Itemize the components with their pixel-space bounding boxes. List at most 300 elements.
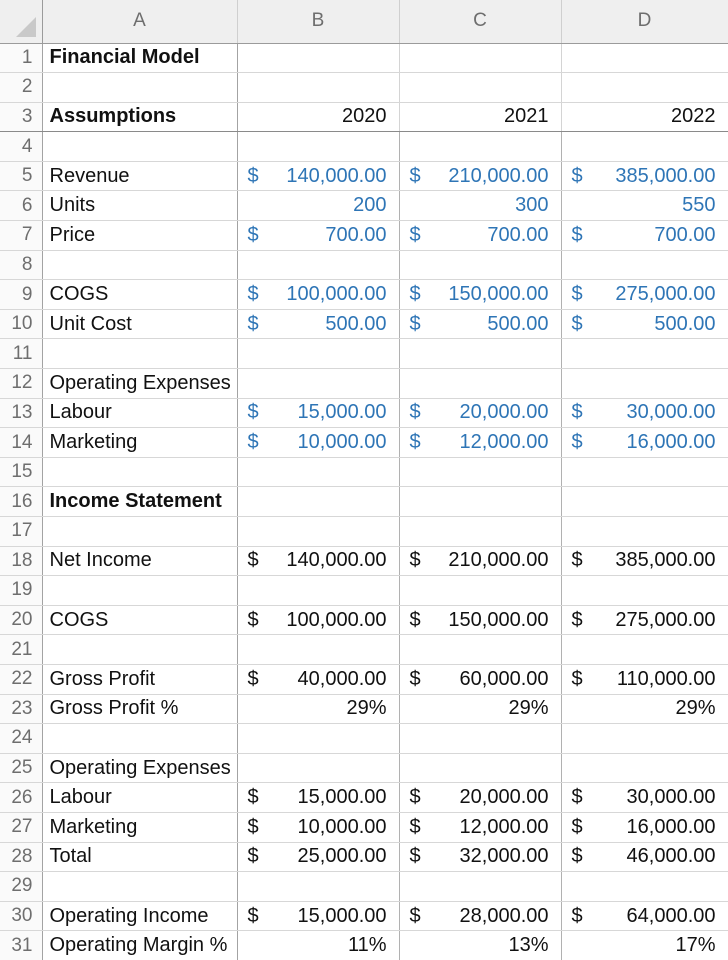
cell-C24[interactable]: [399, 724, 561, 754]
cell-value: 15,000.00: [297, 401, 387, 424]
currency-symbol: $: [247, 431, 259, 454]
sheet-row-23: [0, 694, 728, 724]
cell-value: 385,000.00: [615, 549, 716, 572]
currency-cell-content: [238, 845, 399, 868]
currency-symbol: $: [409, 401, 421, 424]
row-header-24[interactable]: 24: [0, 724, 42, 754]
currency-cell-content: [400, 401, 561, 424]
cell-C28[interactable]: [399, 842, 561, 872]
currency-symbol: $: [571, 431, 583, 454]
currency-cell-content: [400, 609, 561, 632]
cell-B27[interactable]: [237, 812, 399, 842]
cell-C7[interactable]: [399, 221, 561, 251]
currency-symbol: $: [571, 845, 583, 868]
cell-D23[interactable]: [561, 694, 728, 724]
currency-cell-content: [562, 816, 728, 839]
cell-C26[interactable]: [399, 783, 561, 813]
cell-B22[interactable]: [237, 664, 399, 694]
currency-cell-content: [238, 431, 399, 454]
cell-B9[interactable]: [237, 280, 399, 310]
currency-symbol: $: [409, 283, 421, 306]
cell-D22[interactable]: [561, 664, 728, 694]
cell-A8[interactable]: [42, 250, 237, 280]
cell-value: 64,000.00: [626, 904, 716, 927]
currency-symbol: $: [409, 431, 421, 454]
cell-B3[interactable]: [237, 102, 399, 132]
currency-symbol: $: [409, 786, 421, 809]
cell-A11[interactable]: [42, 339, 237, 369]
cell-B10[interactable]: [237, 309, 399, 339]
cell-B17[interactable]: [237, 517, 399, 547]
cell-A26[interactable]: Labour: [42, 783, 237, 813]
currency-symbol: $: [409, 815, 421, 838]
cell-D24[interactable]: [561, 724, 728, 754]
sheet-row-22: [0, 664, 728, 694]
cell-C11[interactable]: [399, 339, 561, 369]
cell-D31[interactable]: [561, 931, 728, 960]
cell-C23[interactable]: [399, 694, 561, 724]
cell-A16[interactable]: Income Statement: [42, 487, 237, 517]
currency-symbol: $: [571, 786, 583, 809]
cell-B1[interactable]: [237, 43, 399, 73]
cell-A22[interactable]: Gross Profit: [42, 664, 237, 694]
currency-symbol: $: [247, 401, 259, 424]
cell-D26[interactable]: [561, 783, 728, 813]
row-header-8[interactable]: 8: [0, 250, 42, 280]
cell-value: 700.00: [487, 223, 549, 246]
cell-C17[interactable]: [399, 517, 561, 547]
currency-cell-content: [562, 905, 728, 928]
sheet-row-25: [0, 753, 728, 783]
cell-C15[interactable]: [399, 457, 561, 487]
cell-B15[interactable]: [237, 457, 399, 487]
sheet-row-6: [0, 191, 728, 221]
cell-A9[interactable]: COGS: [42, 280, 237, 310]
sheet-row-19: [0, 576, 728, 606]
cell-A17[interactable]: [42, 517, 237, 547]
cell-D17[interactable]: [561, 517, 728, 547]
cell-D27[interactable]: [561, 812, 728, 842]
row-header-7[interactable]: 7: [0, 221, 42, 251]
sheet-row-1: [0, 43, 728, 73]
cell-value: 500.00: [487, 312, 549, 335]
row-header-18[interactable]: 18: [0, 546, 42, 576]
cell-D14[interactable]: [561, 428, 728, 458]
cell-value: 385,000.00: [615, 164, 716, 187]
row-header-21[interactable]: 21: [0, 635, 42, 665]
cell-C25[interactable]: [399, 753, 561, 783]
cell-C10[interactable]: [399, 309, 561, 339]
sheet-row-10: [0, 309, 728, 339]
cell-A15[interactable]: [42, 457, 237, 487]
cell-value: 10,000.00: [297, 815, 387, 838]
cell-C9[interactable]: [399, 280, 561, 310]
cell-B7[interactable]: [237, 221, 399, 251]
currency-cell-content: [400, 668, 561, 691]
row-header-17[interactable]: 17: [0, 517, 42, 547]
cell-value: 15,000.00: [297, 904, 387, 927]
currency-symbol: $: [571, 312, 583, 335]
sheet-row-21: [0, 635, 728, 665]
currency-cell-content: [562, 401, 728, 424]
cell-D7[interactable]: [561, 221, 728, 251]
row-header-16[interactable]: 16: [0, 487, 42, 517]
sheet-row-27: [0, 812, 728, 842]
cell-value: 140,000.00: [286, 549, 387, 572]
row-header-23[interactable]: 23: [0, 694, 42, 724]
row-header-3[interactable]: 3: [0, 102, 42, 132]
cell-value: 60,000.00: [459, 667, 549, 690]
cell-D5[interactable]: [561, 161, 728, 191]
cell-B23[interactable]: [237, 694, 399, 724]
cell-B5[interactable]: [237, 161, 399, 191]
cell-value: 2022: [671, 105, 716, 128]
cell-A29[interactable]: [42, 872, 237, 902]
cell-C6[interactable]: [399, 191, 561, 221]
cell-value: 25,000.00: [297, 845, 387, 868]
cell-B28[interactable]: [237, 842, 399, 872]
cell-D1[interactable]: [561, 43, 728, 73]
column-header-B[interactable]: B: [237, 0, 399, 43]
cell-C4[interactable]: [399, 132, 561, 162]
cell-A6[interactable]: Units: [42, 191, 237, 221]
cell-A3[interactable]: Assumptions: [42, 102, 237, 132]
cell-D6[interactable]: [561, 191, 728, 221]
cell-A30[interactable]: Operating Income: [42, 901, 237, 931]
cell-B20[interactable]: [237, 605, 399, 635]
cell-C16[interactable]: [399, 487, 561, 517]
cell-A2[interactable]: [42, 73, 237, 103]
cell-A28[interactable]: Total: [42, 842, 237, 872]
cell-B31[interactable]: [237, 931, 399, 960]
currency-symbol: $: [571, 283, 583, 306]
cell-C3[interactable]: [399, 102, 561, 132]
row-header-26[interactable]: 26: [0, 783, 42, 813]
select-all-corner[interactable]: [0, 0, 42, 43]
row-header-2[interactable]: 2: [0, 73, 42, 103]
cell-C31[interactable]: [399, 931, 561, 960]
row-header-27[interactable]: 27: [0, 812, 42, 842]
cell-value: 30,000.00: [626, 401, 716, 424]
cell-value: 17%: [675, 934, 716, 957]
cell-value: 210,000.00: [448, 549, 549, 572]
column-header-C[interactable]: C: [399, 0, 561, 43]
cell-value: 2021: [504, 105, 549, 128]
cell-C14[interactable]: [399, 428, 561, 458]
cell-value: 110,000.00: [616, 667, 716, 690]
cell-B25[interactable]: [237, 753, 399, 783]
currency-cell-content: [238, 549, 399, 572]
sheet-row-4: [0, 132, 728, 162]
cell-A14[interactable]: Marketing: [42, 428, 237, 458]
currency-symbol: $: [247, 608, 259, 631]
cell-D20[interactable]: [561, 605, 728, 635]
sheet-row-16: [0, 487, 728, 517]
cell-D9[interactable]: [561, 280, 728, 310]
currency-cell-content: [238, 283, 399, 306]
row-header-12[interactable]: 12: [0, 369, 42, 399]
column-header-D[interactable]: D: [561, 0, 728, 43]
cell-value: 10,000.00: [297, 431, 387, 454]
sheet-row-13: [0, 398, 728, 428]
cell-D28[interactable]: [561, 842, 728, 872]
currency-symbol: $: [409, 164, 421, 187]
row-header-30[interactable]: 30: [0, 901, 42, 931]
row-header-15[interactable]: 15: [0, 457, 42, 487]
currency-cell-content: [562, 224, 728, 247]
sheet-row-20: [0, 605, 728, 635]
sheet-row-30: [0, 901, 728, 931]
sheet-row-26: [0, 783, 728, 813]
row-header-13[interactable]: 13: [0, 398, 42, 428]
cell-value: 100,000.00: [286, 283, 387, 306]
currency-symbol: $: [409, 904, 421, 927]
cell-value: 11%: [347, 934, 387, 957]
cell-value: 500.00: [654, 312, 716, 335]
currency-cell-content: [400, 283, 561, 306]
sheet-row-7: [0, 221, 728, 251]
cell-D30[interactable]: [561, 901, 728, 931]
currency-cell-content: [562, 786, 728, 809]
cell-A13[interactable]: Labour: [42, 398, 237, 428]
cell-value: 13%: [508, 934, 549, 957]
row-header-14[interactable]: 14: [0, 428, 42, 458]
cell-value: 29%: [508, 697, 549, 720]
currency-cell-content: [238, 401, 399, 424]
sheet-row-18: [0, 546, 728, 576]
currency-cell-content: [400, 313, 561, 336]
cell-A1[interactable]: Financial Model: [42, 43, 237, 73]
cell-value: 28,000.00: [459, 904, 549, 927]
cell-D21[interactable]: [561, 635, 728, 665]
currency-cell-content: [400, 431, 561, 454]
currency-cell-content: [400, 165, 561, 188]
sheet-row-8: [0, 250, 728, 280]
cell-A25[interactable]: Operating Expenses: [42, 753, 237, 783]
row-header-6[interactable]: 6: [0, 191, 42, 221]
cell-C27[interactable]: [399, 812, 561, 842]
row-header-22[interactable]: 22: [0, 664, 42, 694]
cell-value: 40,000.00: [297, 667, 387, 690]
cell-B4[interactable]: [237, 132, 399, 162]
currency-symbol: $: [247, 312, 259, 335]
currency-symbol: $: [409, 608, 421, 631]
sheet-row-14: [0, 428, 728, 458]
cell-D15[interactable]: [561, 457, 728, 487]
cell-D8[interactable]: [561, 250, 728, 280]
select-all-triangle-icon: [15, 16, 37, 38]
currency-cell-content: [400, 224, 561, 247]
currency-cell-content: [562, 283, 728, 306]
cell-C29[interactable]: [399, 872, 561, 902]
column-header-row: [0, 0, 728, 43]
sheet-row-29: [0, 872, 728, 902]
sheet-row-3: [0, 102, 728, 132]
cell-C2[interactable]: [399, 73, 561, 103]
currency-symbol: $: [247, 904, 259, 927]
currency-symbol: $: [571, 904, 583, 927]
row-header-29[interactable]: 29: [0, 872, 42, 902]
cell-B26[interactable]: [237, 783, 399, 813]
cell-B21[interactable]: [237, 635, 399, 665]
currency-symbol: $: [409, 667, 421, 690]
currency-symbol: $: [409, 845, 421, 868]
cell-A19[interactable]: [42, 576, 237, 606]
cell-B16[interactable]: [237, 487, 399, 517]
cell-value: 16,000.00: [626, 815, 716, 838]
row-header-19[interactable]: 19: [0, 576, 42, 606]
currency-cell-content: [562, 668, 728, 691]
row-header-11[interactable]: 11: [0, 339, 42, 369]
cell-value: 210,000.00: [448, 164, 549, 187]
cell-A20[interactable]: COGS: [42, 605, 237, 635]
cell-value: 150,000.00: [448, 608, 549, 631]
currency-symbol: $: [409, 223, 421, 246]
currency-symbol: $: [571, 223, 583, 246]
currency-cell-content: [238, 905, 399, 928]
cell-A4[interactable]: [42, 132, 237, 162]
cell-value: 20,000.00: [459, 786, 549, 809]
currency-cell-content: [400, 786, 561, 809]
currency-symbol: $: [247, 815, 259, 838]
currency-symbol: $: [247, 549, 259, 572]
cell-D25[interactable]: [561, 753, 728, 783]
currency-symbol: $: [247, 786, 259, 809]
cell-D2[interactable]: [561, 73, 728, 103]
currency-cell-content: [562, 165, 728, 188]
cell-C19[interactable]: [399, 576, 561, 606]
cell-value: 300: [515, 194, 549, 217]
cell-A10[interactable]: Unit Cost: [42, 309, 237, 339]
currency-symbol: $: [571, 667, 583, 690]
cell-B11[interactable]: [237, 339, 399, 369]
cell-A5[interactable]: Revenue: [42, 161, 237, 191]
cell-D4[interactable]: [561, 132, 728, 162]
cell-D18[interactable]: [561, 546, 728, 576]
row-header-5[interactable]: 5: [0, 161, 42, 191]
currency-symbol: $: [247, 283, 259, 306]
cell-C5[interactable]: [399, 161, 561, 191]
row-header-31[interactable]: 31: [0, 931, 42, 960]
cell-D29[interactable]: [561, 872, 728, 902]
row-header-10[interactable]: 10: [0, 309, 42, 339]
row-header-28[interactable]: 28: [0, 842, 42, 872]
cell-B19[interactable]: [237, 576, 399, 606]
currency-cell-content: [562, 431, 728, 454]
currency-symbol: $: [409, 549, 421, 572]
cell-value: 700.00: [325, 223, 387, 246]
cell-C30[interactable]: [399, 901, 561, 931]
currency-symbol: $: [247, 845, 259, 868]
currency-cell-content: [238, 609, 399, 632]
cell-D3[interactable]: [561, 102, 728, 132]
cell-B18[interactable]: [237, 546, 399, 576]
currency-cell-content: [400, 845, 561, 868]
cell-B14[interactable]: [237, 428, 399, 458]
currency-cell-content: [238, 816, 399, 839]
cell-value: 12,000.00: [459, 431, 549, 454]
row-header-4[interactable]: 4: [0, 132, 42, 162]
cell-value: 700.00: [654, 223, 716, 246]
cell-C18[interactable]: [399, 546, 561, 576]
sheet-row-31: [0, 931, 728, 960]
cell-value: 275,000.00: [615, 608, 716, 631]
cell-D13[interactable]: [561, 398, 728, 428]
cell-B6[interactable]: [237, 191, 399, 221]
cell-value: 500.00: [325, 312, 387, 335]
row-header-25[interactable]: 25: [0, 753, 42, 783]
currency-cell-content: [400, 816, 561, 839]
cell-B29[interactable]: [237, 872, 399, 902]
cell-B13[interactable]: [237, 398, 399, 428]
cell-D10[interactable]: [561, 309, 728, 339]
currency-cell-content: [238, 313, 399, 336]
cell-D12[interactable]: [561, 369, 728, 399]
cell-value: 275,000.00: [615, 283, 716, 306]
currency-symbol: $: [571, 608, 583, 631]
cell-C12[interactable]: [399, 369, 561, 399]
currency-cell-content: [562, 609, 728, 632]
cell-A23[interactable]: Gross Profit %: [42, 694, 237, 724]
row-header-9[interactable]: 9: [0, 280, 42, 310]
cell-D11[interactable]: [561, 339, 728, 369]
cell-A24[interactable]: [42, 724, 237, 754]
cell-A12[interactable]: Operating Expenses: [42, 369, 237, 399]
sheet-row-11: [0, 339, 728, 369]
currency-cell-content: [238, 786, 399, 809]
row-header-1[interactable]: 1: [0, 43, 42, 73]
currency-symbol: $: [571, 164, 583, 187]
sheet-row-5: [0, 161, 728, 191]
cell-C8[interactable]: [399, 250, 561, 280]
currency-symbol: $: [571, 549, 583, 572]
cell-A18[interactable]: Net Income: [42, 546, 237, 576]
currency-cell-content: [400, 905, 561, 928]
cell-A27[interactable]: Marketing: [42, 812, 237, 842]
cell-D16[interactable]: [561, 487, 728, 517]
currency-symbol: $: [247, 223, 259, 246]
currency-symbol: $: [247, 667, 259, 690]
cell-B24[interactable]: [237, 724, 399, 754]
cell-C20[interactable]: [399, 605, 561, 635]
currency-cell-content: [562, 313, 728, 336]
currency-cell-content: [238, 668, 399, 691]
cell-A21[interactable]: [42, 635, 237, 665]
cell-value: 32,000.00: [459, 845, 549, 868]
cell-value: 140,000.00: [286, 164, 387, 187]
cell-B30[interactable]: [237, 901, 399, 931]
cell-value: 550: [682, 194, 716, 217]
cell-value: 20,000.00: [459, 401, 549, 424]
cell-C22[interactable]: [399, 664, 561, 694]
cell-C21[interactable]: [399, 635, 561, 665]
sheet-row-24: [0, 724, 728, 754]
cell-C13[interactable]: [399, 398, 561, 428]
cell-B2[interactable]: [237, 73, 399, 103]
cell-D19[interactable]: [561, 576, 728, 606]
currency-symbol: $: [571, 401, 583, 424]
cell-A31[interactable]: Operating Margin %: [42, 931, 237, 960]
column-header-A[interactable]: A: [42, 0, 237, 43]
cell-B12[interactable]: [237, 369, 399, 399]
row-header-20[interactable]: 20: [0, 605, 42, 635]
cell-C1[interactable]: [399, 43, 561, 73]
cell-B8[interactable]: [237, 250, 399, 280]
cell-A7[interactable]: Price: [42, 221, 237, 251]
sheet-row-17: [0, 517, 728, 547]
cell-value: 2020: [342, 105, 387, 128]
sheet-row-15: [0, 457, 728, 487]
